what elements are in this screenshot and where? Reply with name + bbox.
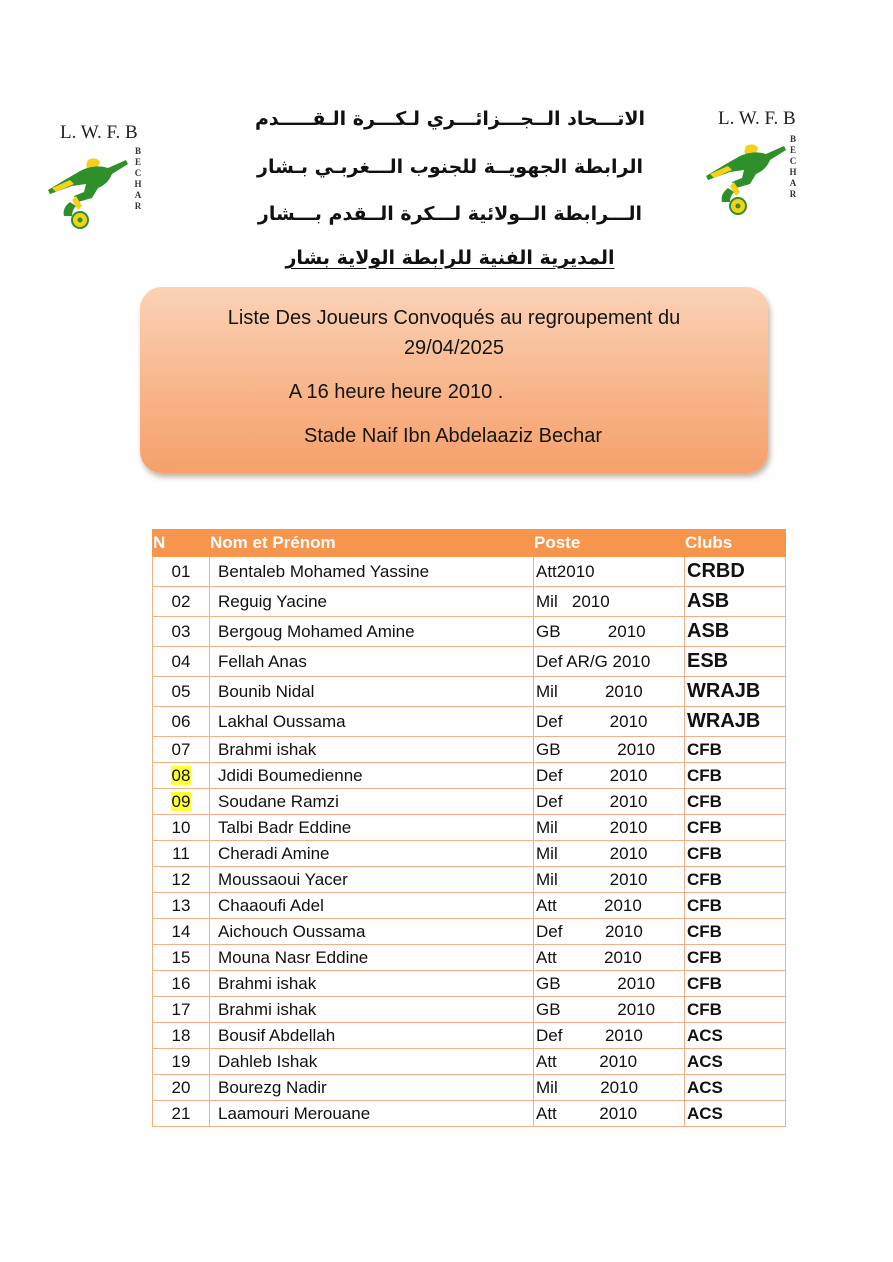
player-name: Aichouch Oussama xyxy=(210,919,534,945)
player-club: CFB xyxy=(685,893,786,919)
player-position: Def 2010 xyxy=(534,707,685,737)
player-number: 18 xyxy=(153,1023,210,1049)
wilaya-league-title: الـــرابطة الــولائية لـــكرة الــقدم بـــشار xyxy=(257,203,643,225)
player-club: CFB xyxy=(685,737,786,763)
player-club: CFB xyxy=(685,789,786,815)
player-position: Mil 2010 xyxy=(534,867,685,893)
player-position: Att 2010 xyxy=(534,1049,685,1075)
player-number: 02 xyxy=(153,587,210,617)
player-name: Soudane Ramzi xyxy=(210,789,534,815)
player-number: 05 xyxy=(153,677,210,707)
highlighted-number: 09 xyxy=(171,791,191,811)
player-position: Def AR/G 2010 xyxy=(534,647,685,677)
player-name: Brahmi ishak xyxy=(210,737,534,763)
table-row xyxy=(153,647,786,677)
table-row xyxy=(153,1023,786,1049)
player-club: ESB xyxy=(685,647,786,677)
table-row xyxy=(153,763,786,789)
player-club: CFB xyxy=(685,971,786,997)
column-header-name: Nom et Prénom xyxy=(210,530,534,557)
league-logo-right xyxy=(700,108,810,218)
column-header-position: Poste xyxy=(534,530,685,557)
player-name: Jdidi Boumedienne xyxy=(210,763,534,789)
player-name: Moussaoui Yacer xyxy=(210,867,534,893)
table-row xyxy=(153,971,786,997)
column-header-number: N xyxy=(153,530,210,557)
player-club: ASB xyxy=(685,617,786,647)
player-position: GB 2010 xyxy=(534,617,685,647)
logo-abbreviation: L. W. F. B xyxy=(60,122,138,143)
player-number: 03 xyxy=(153,617,210,647)
player-name: Bourezg Nadir xyxy=(210,1075,534,1101)
player-position: GB 2010 xyxy=(534,971,685,997)
player-name: Lakhal Oussama xyxy=(210,707,534,737)
player-name: Laamouri Merouane xyxy=(210,1101,534,1127)
table-row xyxy=(153,737,786,763)
table-row xyxy=(153,677,786,707)
player-club: CFB xyxy=(685,763,786,789)
player-position: Mil 2010 xyxy=(534,1075,685,1101)
league-logo-left xyxy=(42,122,152,232)
player-club: WRAJB xyxy=(685,677,786,707)
player-club: ASB xyxy=(685,587,786,617)
player-name: Brahmi ishak xyxy=(210,997,534,1023)
player-position: Att 2010 xyxy=(534,893,685,919)
player-number: 17 xyxy=(153,997,210,1023)
table-row xyxy=(153,841,786,867)
player-position: Def 2010 xyxy=(534,789,685,815)
player-position: Att 2010 xyxy=(534,1101,685,1127)
player-name: Dahleb Ishak xyxy=(210,1049,534,1075)
player-club: CRBD xyxy=(685,557,786,587)
player-position: Mil 2010 xyxy=(534,587,685,617)
notice-title: Liste Des Joueurs Convoqués au regroupement du xyxy=(227,307,681,329)
player-position: Att2010 xyxy=(534,557,685,587)
player-club: ACS xyxy=(685,1075,786,1101)
player-club: CFB xyxy=(685,919,786,945)
player-club: CFB xyxy=(685,841,786,867)
table-row xyxy=(153,617,786,647)
player-position: Def 2010 xyxy=(534,919,685,945)
player-number: 07 xyxy=(153,737,210,763)
player-club: WRAJB xyxy=(685,707,786,737)
player-name: Reguig Yacine xyxy=(210,587,534,617)
table-row xyxy=(153,1049,786,1075)
table-row xyxy=(153,997,786,1023)
table-row xyxy=(153,867,786,893)
table-row xyxy=(153,789,786,815)
player-name: Chaaoufi Adel xyxy=(210,893,534,919)
player-name: Cheradi Amine xyxy=(210,841,534,867)
table-header-row xyxy=(153,530,786,557)
footballer-icon xyxy=(42,142,134,230)
player-number: 16 xyxy=(153,971,210,997)
player-club: CFB xyxy=(685,815,786,841)
player-number: 21 xyxy=(153,1101,210,1127)
logo-vertical-text: B E C H A R xyxy=(134,146,142,211)
notice-time: A 16 heure heure 2010 . xyxy=(288,381,504,403)
player-position: GB 2010 xyxy=(534,997,685,1023)
players-table xyxy=(152,529,786,1127)
player-name: Bentaleb Mohamed Yassine xyxy=(210,557,534,587)
player-position: Mil 2010 xyxy=(534,815,685,841)
player-position: Att 2010 xyxy=(534,945,685,971)
player-name: Bergoug Mohamed Amine xyxy=(210,617,534,647)
player-club: CFB xyxy=(685,945,786,971)
player-club: ACS xyxy=(685,1049,786,1075)
logo-abbreviation: L. W. F. B xyxy=(718,108,796,129)
player-number-cell xyxy=(153,763,210,789)
table-row xyxy=(153,707,786,737)
table-row xyxy=(153,893,786,919)
player-number: 19 xyxy=(153,1049,210,1075)
table-row xyxy=(153,919,786,945)
player-club: CFB xyxy=(685,867,786,893)
player-club: ACS xyxy=(685,1101,786,1127)
table-row xyxy=(153,815,786,841)
federation-title: الاتـــحاد الــجـــزائـــري لـكـــرة الـقـــــدم xyxy=(254,108,646,130)
notice-venue: Stade Naif Ibn Abdelaaziz Bechar xyxy=(304,425,602,447)
player-number: 13 xyxy=(153,893,210,919)
player-name: Bounib Nidal xyxy=(210,677,534,707)
player-position: GB 2010 xyxy=(534,737,685,763)
player-number: 10 xyxy=(153,815,210,841)
table-row xyxy=(153,1101,786,1127)
convocation-notice-box xyxy=(140,287,768,473)
player-number: 06 xyxy=(153,707,210,737)
player-name: Bousif Abdellah xyxy=(210,1023,534,1049)
player-position: Mil 2010 xyxy=(534,677,685,707)
column-header-club: Clubs xyxy=(685,530,786,557)
player-number: 01 xyxy=(153,557,210,587)
player-name: Brahmi ishak xyxy=(210,971,534,997)
player-number: 15 xyxy=(153,945,210,971)
player-position: Def 2010 xyxy=(534,1023,685,1049)
player-name: Talbi Badr Eddine xyxy=(210,815,534,841)
player-club: CFB xyxy=(685,997,786,1023)
player-number: 12 xyxy=(153,867,210,893)
table-row xyxy=(153,945,786,971)
player-number: 20 xyxy=(153,1075,210,1101)
table-row xyxy=(153,1075,786,1101)
table-row xyxy=(153,557,786,587)
player-name: Fellah Anas xyxy=(210,647,534,677)
technical-directorate-title: المديرية الفنية للرابطة الولاية بشار xyxy=(285,247,615,269)
player-club: ACS xyxy=(685,1023,786,1049)
notice-date: 29/04/2025 xyxy=(403,337,505,359)
player-position: Mil 2010 xyxy=(534,841,685,867)
regional-league-title: الرابطة الجهويــة للجنوب الـــغربـي بـشار xyxy=(257,156,643,178)
player-number: 14 xyxy=(153,919,210,945)
footballer-icon xyxy=(700,128,792,216)
table-row xyxy=(153,587,786,617)
player-position: Def 2010 xyxy=(534,763,685,789)
player-number-cell xyxy=(153,789,210,815)
logo-vertical-text: B E C H A R xyxy=(789,134,797,199)
player-number: 04 xyxy=(153,647,210,677)
highlighted-number: 08 xyxy=(171,765,191,785)
player-number: 11 xyxy=(153,841,210,867)
player-name: Mouna Nasr Eddine xyxy=(210,945,534,971)
